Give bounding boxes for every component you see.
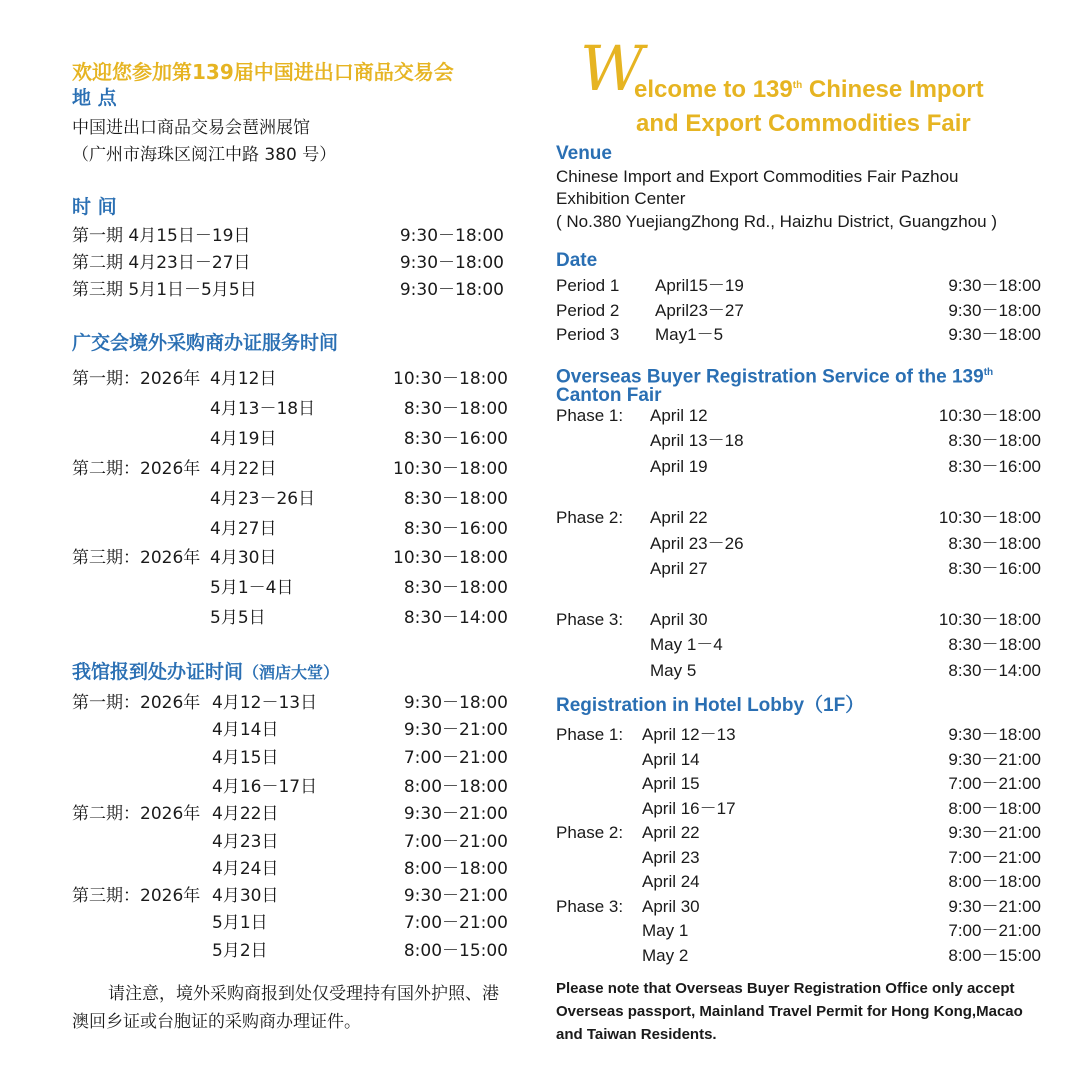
en-lobby-row-date: April 12－13 (642, 725, 736, 744)
en-service-row-time: 10:30－18:00 (938, 610, 1041, 629)
zh-service-row-time: 10:30－18:00 (393, 548, 508, 568)
zh-lobby-row-phase: 第三期：2026年 (72, 886, 201, 906)
zh-lobby-heading (72, 662, 339, 683)
zh-lobby-row-time: 8:00－18:00 (403, 859, 508, 879)
en-service-row-date: May 1－4 (650, 635, 723, 654)
en-venue-line2: Exhibition Center (556, 189, 686, 208)
zh-lobby-row-time: 7:00－21:00 (403, 832, 508, 852)
en-service-heading-sup: th (983, 367, 994, 378)
en-date-row-date: May1－5 (655, 325, 724, 344)
en-title-line1 (634, 76, 984, 104)
zh-venue-line1: 中国进出口商品交易会琶洲展馆 (72, 118, 310, 138)
en-service-row-time: 8:30－16:00 (948, 457, 1041, 476)
zh-service-row-date: 4月12日 (210, 369, 277, 389)
zh-lobby-heading-main: 我馆报到处办证时间 (72, 661, 244, 683)
en-date-row-period: Period 2 (556, 301, 620, 320)
en-title-line1b: Chinese Import (802, 76, 984, 103)
zh-service-row-date: 4月23－26日 (210, 489, 316, 509)
zh-lobby-row-date: 4月12－13日 (212, 693, 318, 713)
zh-lobby-row-date: 4月22日 (212, 804, 279, 824)
en-service-row-date: April 19 (650, 457, 708, 476)
zh-lobby-row-time: 7:00－21:00 (403, 748, 508, 768)
en-title-line1-sup: th (792, 80, 803, 91)
en-lobby-row-phase: Phase 2: (556, 823, 624, 842)
zh-lobby-row-date: 4月30日 (212, 886, 279, 906)
zh-date-row-label: 第一期 4月15日－19日 (72, 226, 251, 246)
en-service-row-time: 8:30－14:00 (948, 661, 1041, 680)
en-service-row-time: 8:30－18:00 (948, 635, 1041, 654)
en-venue-line1: Chinese Import and Export Commodities Fair Pazhou (556, 167, 959, 186)
en-lobby-row-date: May 1 (642, 921, 689, 940)
zh-lobby-row-date: 4月14日 (212, 720, 279, 740)
zh-venue-heading: 地 点 (72, 87, 117, 109)
en-lobby-row-date: April 23 (642, 848, 700, 867)
en-date-row-period: Period 3 (556, 325, 620, 344)
en-service-row-date: May 5 (650, 661, 697, 680)
en-lobby-row-time: 9:30－18:00 (948, 725, 1041, 744)
zh-lobby-row-date: 4月15日 (212, 748, 279, 768)
zh-service-row-time: 10:30－18:00 (393, 369, 508, 389)
en-lobby-row-time: 9:30－21:00 (948, 750, 1041, 769)
en-lobby-row-time: 8:00－15:00 (948, 946, 1041, 965)
en-lobby-row-time: 9:30－21:00 (948, 897, 1041, 916)
zh-lobby-row-time: 9:30－21:00 (403, 720, 508, 740)
en-service-heading-line1 (556, 363, 993, 387)
en-date-row-period: Period 1 (556, 276, 620, 295)
en-service-row-date: April 30 (650, 610, 708, 629)
zh-date-row-time: 9:30－18:00 (399, 253, 504, 273)
zh-date-heading: 时 间 (72, 196, 117, 218)
en-service-row-date: April 23－26 (650, 534, 744, 553)
en-service-row-date: April 12 (650, 406, 708, 425)
en-date-row-time: 9:30－18:00 (948, 325, 1041, 344)
zh-service-row-time: 8:30－16:00 (403, 519, 508, 539)
zh-service-row-time: 8:30－18:00 (403, 399, 508, 419)
en-date-row-date: April23－27 (655, 301, 744, 320)
zh-date-row-time: 9:30－18:00 (399, 280, 504, 300)
en-lobby-row-time: 7:00－21:00 (948, 921, 1041, 940)
zh-lobby-row-time: 8:00－18:00 (403, 777, 508, 797)
zh-service-row-phase: 第二期：2026年 (72, 459, 201, 479)
zh-service-row-date: 4月19日 (210, 429, 277, 449)
en-service-row-time: 8:30－16:00 (948, 559, 1041, 578)
en-lobby-row-date: April 22 (642, 823, 700, 842)
zh-lobby-row-date: 5月2日 (212, 941, 268, 961)
en-lobby-row-date: April 30 (642, 897, 700, 916)
zh-date-row-time: 9:30－18:00 (399, 226, 504, 246)
en-lobby-row-date: May 2 (642, 946, 689, 965)
en-lobby-row-time: 9:30－21:00 (948, 823, 1041, 842)
en-date-row-time: 9:30－18:00 (948, 276, 1041, 295)
zh-service-heading: 广交会境外采购商办证服务时间 (72, 332, 339, 354)
en-service-row-date: April 22 (650, 508, 708, 527)
zh-service-row-date: 4月30日 (210, 548, 277, 568)
zh-lobby-row-time: 9:30－18:00 (403, 693, 508, 713)
en-lobby-row-time: 8:00－18:00 (948, 799, 1041, 818)
zh-service-row-date: 5月1－4日 (210, 578, 294, 598)
en-note: Please note that Overseas Buyer Registration Office only accept Overseas passport, Mainland Travel Permit for Hong Kong,Macao and Taiwan Residents. (556, 980, 1023, 1043)
en-service-heading-a: Overseas Buyer Registration Service of the 139 (556, 366, 984, 388)
en-lobby-row-date: April 15 (642, 774, 700, 793)
zh-service-row-time: 8:30－16:00 (403, 429, 508, 449)
zh-lobby-row-time: 9:30－21:00 (403, 804, 508, 824)
zh-title: 欢迎您参加第139届中国进出口商品交易会 (72, 60, 454, 84)
en-lobby-row-date: April 16－17 (642, 799, 736, 818)
zh-service-row-time: 10:30－18:00 (393, 459, 508, 479)
en-venue-line3: ( No.380 YuejiangZhong Rd., Haizhu District, Guangzhou ) (556, 212, 997, 231)
zh-service-row-time: 8:30－18:00 (403, 578, 508, 598)
zh-service-row-date: 5月5日 (210, 608, 266, 628)
en-service-row-phase: Phase 1: (556, 406, 624, 425)
zh-service-row-time: 8:30－18:00 (403, 489, 508, 509)
en-lobby-row-date: April 14 (642, 750, 700, 769)
zh-date-row-label: 第三期 5月1日－5月5日 (72, 280, 257, 300)
zh-lobby-row-phase: 第二期：2026年 (72, 804, 201, 824)
en-service-row-time: 10:30－18:00 (938, 406, 1041, 425)
en-lobby-row-date: April 24 (642, 872, 700, 891)
en-date-heading: Date (556, 250, 598, 271)
en-service-row-time: 8:30－18:00 (948, 431, 1041, 450)
en-lobby-row-phase: Phase 3: (556, 897, 624, 916)
zh-lobby-row-date: 4月23日 (212, 832, 279, 852)
zh-service-row-date: 4月22日 (210, 459, 277, 479)
en-service-row-phase: Phase 3: (556, 610, 624, 629)
en-lobby-row-time: 8:00－18:00 (948, 872, 1041, 891)
en-title-line1a: elcome to 139 (634, 76, 793, 103)
en-service-row-date: April 13－18 (650, 431, 744, 450)
zh-venue-line2: （广州市海珠区阅江中路 380 号） (72, 145, 337, 165)
en-service-heading-line2: Canton Fair (556, 385, 662, 406)
en-service-row-date: April 27 (650, 559, 708, 578)
zh-lobby-row-time: 8:00－15:00 (403, 941, 508, 961)
zh-date-row-label: 第二期 4月23日－27日 (72, 253, 251, 273)
zh-lobby-row-date: 5月1日 (212, 913, 268, 933)
zh-lobby-row-date: 4月16－17日 (212, 777, 318, 797)
zh-service-row-date: 4月13－18日 (210, 399, 316, 419)
zh-lobby-heading-suffix: （酒店大堂） (243, 663, 340, 682)
zh-service-row-time: 8:30－14:00 (403, 608, 508, 628)
en-lobby-row-phase: Phase 1: (556, 725, 624, 744)
en-title-initial: W (580, 32, 644, 105)
en-venue-heading: Venue (556, 143, 612, 164)
en-service-row-phase: Phase 2: (556, 508, 624, 527)
en-lobby-row-time: 7:00－21:00 (948, 848, 1041, 867)
en-date-row-time: 9:30－18:00 (948, 301, 1041, 320)
zh-note: 请注意，境外采购商报到处仅受理持有国外护照、港澳回乡证或台胞证的采购商办理证件。 (72, 984, 499, 1032)
zh-service-row-phase: 第一期：2026年 (72, 369, 201, 389)
en-date-row-date: April15－19 (655, 276, 744, 295)
en-service-row-time: 10:30－18:00 (938, 508, 1041, 527)
zh-lobby-row-phase: 第一期：2026年 (72, 693, 201, 713)
en-lobby-row-time: 7:00－21:00 (948, 774, 1041, 793)
zh-service-row-date: 4月27日 (210, 519, 277, 539)
en-service-row-time: 8:30－18:00 (948, 534, 1041, 553)
zh-lobby-row-date: 4月24日 (212, 859, 279, 879)
en-title-line2: and Export Commodities Fair (636, 110, 971, 137)
en-lobby-heading: Registration in Hotel Lobby（1F） (556, 695, 865, 716)
zh-lobby-row-time: 7:00－21:00 (403, 913, 508, 933)
zh-service-row-phase: 第三期：2026年 (72, 548, 201, 568)
zh-lobby-row-time: 9:30－21:00 (403, 886, 508, 906)
